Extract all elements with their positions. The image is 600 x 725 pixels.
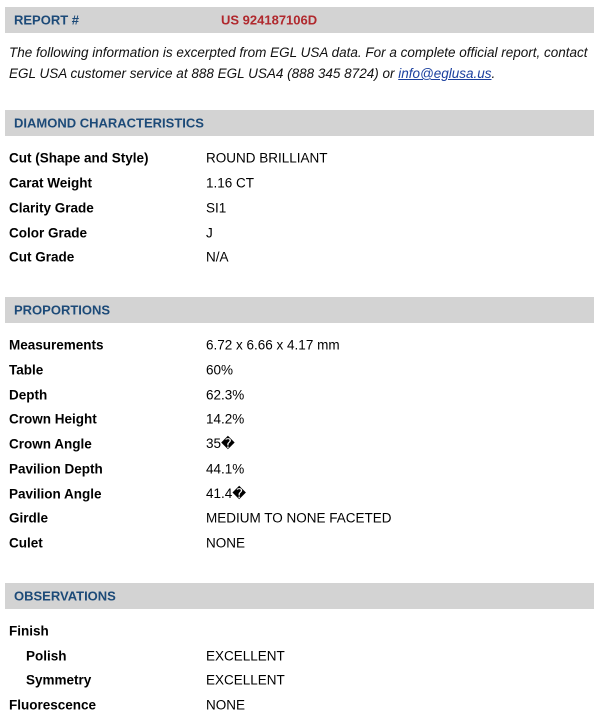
spec-row xyxy=(0,407,600,432)
spec-row xyxy=(0,619,600,644)
section-header-proportions xyxy=(5,297,594,323)
spec-value: NONE xyxy=(206,535,246,551)
email-link[interactable]: info@eglusa.us xyxy=(398,66,492,81)
spec-row xyxy=(0,333,600,358)
spec-label: Polish xyxy=(26,648,67,664)
spec-value: ROUND BRILLIANT xyxy=(206,150,328,166)
spec-label: Culet xyxy=(9,535,43,551)
section-title: OBSERVATIONS xyxy=(14,588,116,604)
spec-label: Measurements xyxy=(9,337,104,353)
spec-label: Pavilion Angle xyxy=(9,486,102,502)
intro-text-end: . xyxy=(491,66,496,81)
spec-row xyxy=(0,146,600,171)
spec-value: 44.1% xyxy=(206,461,245,477)
spec-row xyxy=(0,432,600,457)
spec-value: NONE xyxy=(206,697,246,713)
section-title: DIAMOND CHARACTERISTICS xyxy=(14,115,204,131)
spec-label: Pavilion Depth xyxy=(9,461,103,477)
spec-label: Clarity Grade xyxy=(9,200,94,216)
spec-label: Finish xyxy=(9,623,49,639)
spec-label: Depth xyxy=(9,387,48,403)
spec-row xyxy=(0,668,600,693)
section-header-characteristics xyxy=(5,110,594,136)
spec-value: 41.4� xyxy=(206,486,247,502)
spec-row xyxy=(0,383,600,408)
spec-value: N/A xyxy=(206,249,229,265)
report-number-label: REPORT # xyxy=(14,12,80,28)
intro-paragraph xyxy=(9,42,589,84)
spec-value: EXCELLENT xyxy=(206,672,285,688)
spec-label: Carat Weight xyxy=(9,175,93,191)
spec-row xyxy=(0,171,600,196)
intro-text: The following information is excerpted from EGL USA data. For a complete official report, contact EGL USA customer service at 888 EGL USA4 (888 345 8724) or xyxy=(9,45,588,81)
spec-label: Crown Height xyxy=(9,411,97,427)
section-title: PROPORTIONS xyxy=(14,302,111,318)
spec-value: SI1 xyxy=(206,200,227,216)
spec-row xyxy=(0,482,600,507)
spec-value: 1.16 CT xyxy=(206,175,255,191)
spec-value: 62.3% xyxy=(206,387,245,403)
spec-row xyxy=(0,531,600,556)
spec-label: Symmetry xyxy=(26,672,92,688)
spec-value: 6.72 x 6.66 x 4.17 mm xyxy=(206,337,340,353)
spec-value: EXCELLENT xyxy=(206,648,285,664)
spec-value: J xyxy=(206,225,213,241)
spec-row xyxy=(0,196,600,221)
section-header-observations xyxy=(5,583,594,609)
spec-value: MEDIUM TO NONE FACETED xyxy=(206,510,392,526)
spec-row xyxy=(0,506,600,531)
spec-row xyxy=(0,358,600,383)
spec-label: Cut (Shape and Style) xyxy=(9,150,149,166)
spec-value: 35� xyxy=(206,436,235,452)
report-number-header xyxy=(5,7,594,33)
spec-label: Cut Grade xyxy=(9,249,75,265)
report-number-value: US 924187106D xyxy=(221,12,318,28)
spec-row xyxy=(0,644,600,669)
spec-value: 14.2% xyxy=(206,411,245,427)
spec-row xyxy=(0,245,600,270)
spec-label: Fluorescence xyxy=(9,697,97,713)
spec-value: 60% xyxy=(206,362,234,378)
spec-label: Girdle xyxy=(9,510,49,526)
spec-label: Crown Angle xyxy=(9,436,92,452)
spec-label: Color Grade xyxy=(9,225,88,241)
spec-row xyxy=(0,693,600,718)
spec-row xyxy=(0,457,600,482)
spec-label: Table xyxy=(9,362,44,378)
spec-row xyxy=(0,221,600,246)
